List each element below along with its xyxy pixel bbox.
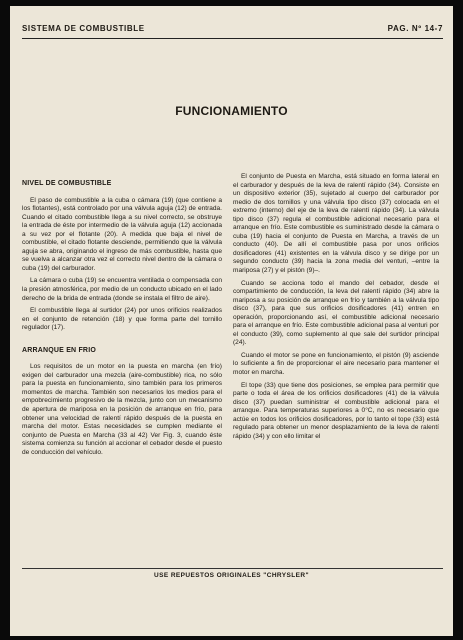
header-divider [22,38,443,39]
paragraph: El combustible llega al surtidor (24) por unos orificios realizados en el conjunto de retención (18) y que forma parte del tornillo regulador (17). [22,307,222,332]
footer-divider [22,568,443,569]
document-page [10,6,453,636]
paragraph: La cámara o cuba (19) se encuentra ventilada o compensada con la presión atmosférica, por medio de un conducto ubicado en el lado derecho de la brida de entrada (donde se instala el filtro de aire). [22,277,222,302]
left-column [22,180,222,461]
right-column [233,173,439,445]
paragraph: El paso de combustible a la cuba o cámara (19) (que contiene a los flotantes), está controlado por una válvula aguja (12) de entrada. Cuando el citado combustible llega a su nivel correcto, se obstruye la entrada de éste por intermedio de la válvula aguja (12) accionada a su vez por el flotante (20). A medida que baja el nivel de combustible, el citado flotante desciende, permitiendo que la válvula aguja se abra, originando el ingreso de más combustible, hasta que se vuelva a alcanzar otra vez el correcto nivel dentro de la cámara o cuba (19) del carburador. [22,196,222,272]
paragraph: El tope (33) que tiene dos posiciones, se emplea para permitir que parte o toda el área de los orificios dosificadores (41) de la válvula disco (37) puedan suministrar el combustible adicional para el arranque. Para temperaturas superiores a 0°C, no es necesario que actúe en todos los orificios dosificadores, por lo tanto el tope (33) está regulado para obtener un menor desplazamiento de la leva de ralentí rápido (34) y con ello limitar el [233,381,439,440]
page-footer: USE REPUESTOS ORIGINALES "CHRYSLER" [154,572,309,579]
section-heading-arranque: ARRANQUE EN FRIO [22,346,96,354]
paragraph: Cuando el motor se pone en funcionamiento, el pistón (9) asciende lo suficiente a fin de proporcionar el aire necesario para mantener el motor en marcha. [233,351,439,377]
page-title: FUNCIONAMIENTO [175,104,288,118]
section-heading-nivel: NIVEL DE COMBUSTIBLE [22,180,112,187]
page-header [22,24,443,36]
paragraph: El conjunto de Puesta en Marcha, está situado en forma lateral en el carburador y después de la leva de ralentí rápido (34). Consiste en un dispositivo exterior (35), sujetado al cuerpo del carburador por medio de dos tornillos y una válvula tipo disco (37) colocada en el extremo (interno) del eje de la leva de ralentí rápido (34). La válvula tipo disco (37) regula el combustible adicional necesario para el arranque en frío. Este combustible es suministrado desde la cámara o cuba (19) hacia el conjunto de Puesta en Marcha, a través de un conducto (40). De allí el combustible pasa por unos orificios dosificadores (41) existentes en la válvula disco y se dirige por un segundo conducto (39) hacia la zona media del venturi, –entre la mariposa (27) y el pistón (9)–. [233,173,439,275]
paragraph: Los requisitos de un motor en la puesta en marcha (en frío) exigen del carburador una mezcla (aire-combustible) rica, no sólo para la puesta en funcionamiento, sino también para los primeros momentos de marcha. También son necesarios los medios para el empobrecimiento progresivo de la mezcla, junto con un mecanismo de apertura de mariposa en la posición de arranque en frío, para obtener una velocidad de ralentí rápido después de la puesta en marcha del motor. Estas necesidades se cumplen mediante el conjunto de Puesta en Marcha (33 al 42) Ver Fig. 3, cuando éste sistema comienza su función al accionar el cebador desde el puesto de conducción del vehículo. [22,363,222,456]
header-section-title: SISTEMA DE COMBUSTIBLE [22,24,145,33]
header-page-number: PAG. Nº 14-7 [387,24,443,33]
paragraph: Cuando se acciona todo el mando del cebador, desde el compartimiento de conducción, la leva del ralentí rápido (34) abre la mariposa a su posición de arranque en frío y también a la válvula tipo disco (37), para que sus orificios dosificadores (41) entren en operación, proporcionando así, el combustible adicional necesario para el arranque en frío. Este combustible adicional pasa al venturi por el conducto (39), como suplemento al que sale del surtidor principal (24). [233,279,439,347]
